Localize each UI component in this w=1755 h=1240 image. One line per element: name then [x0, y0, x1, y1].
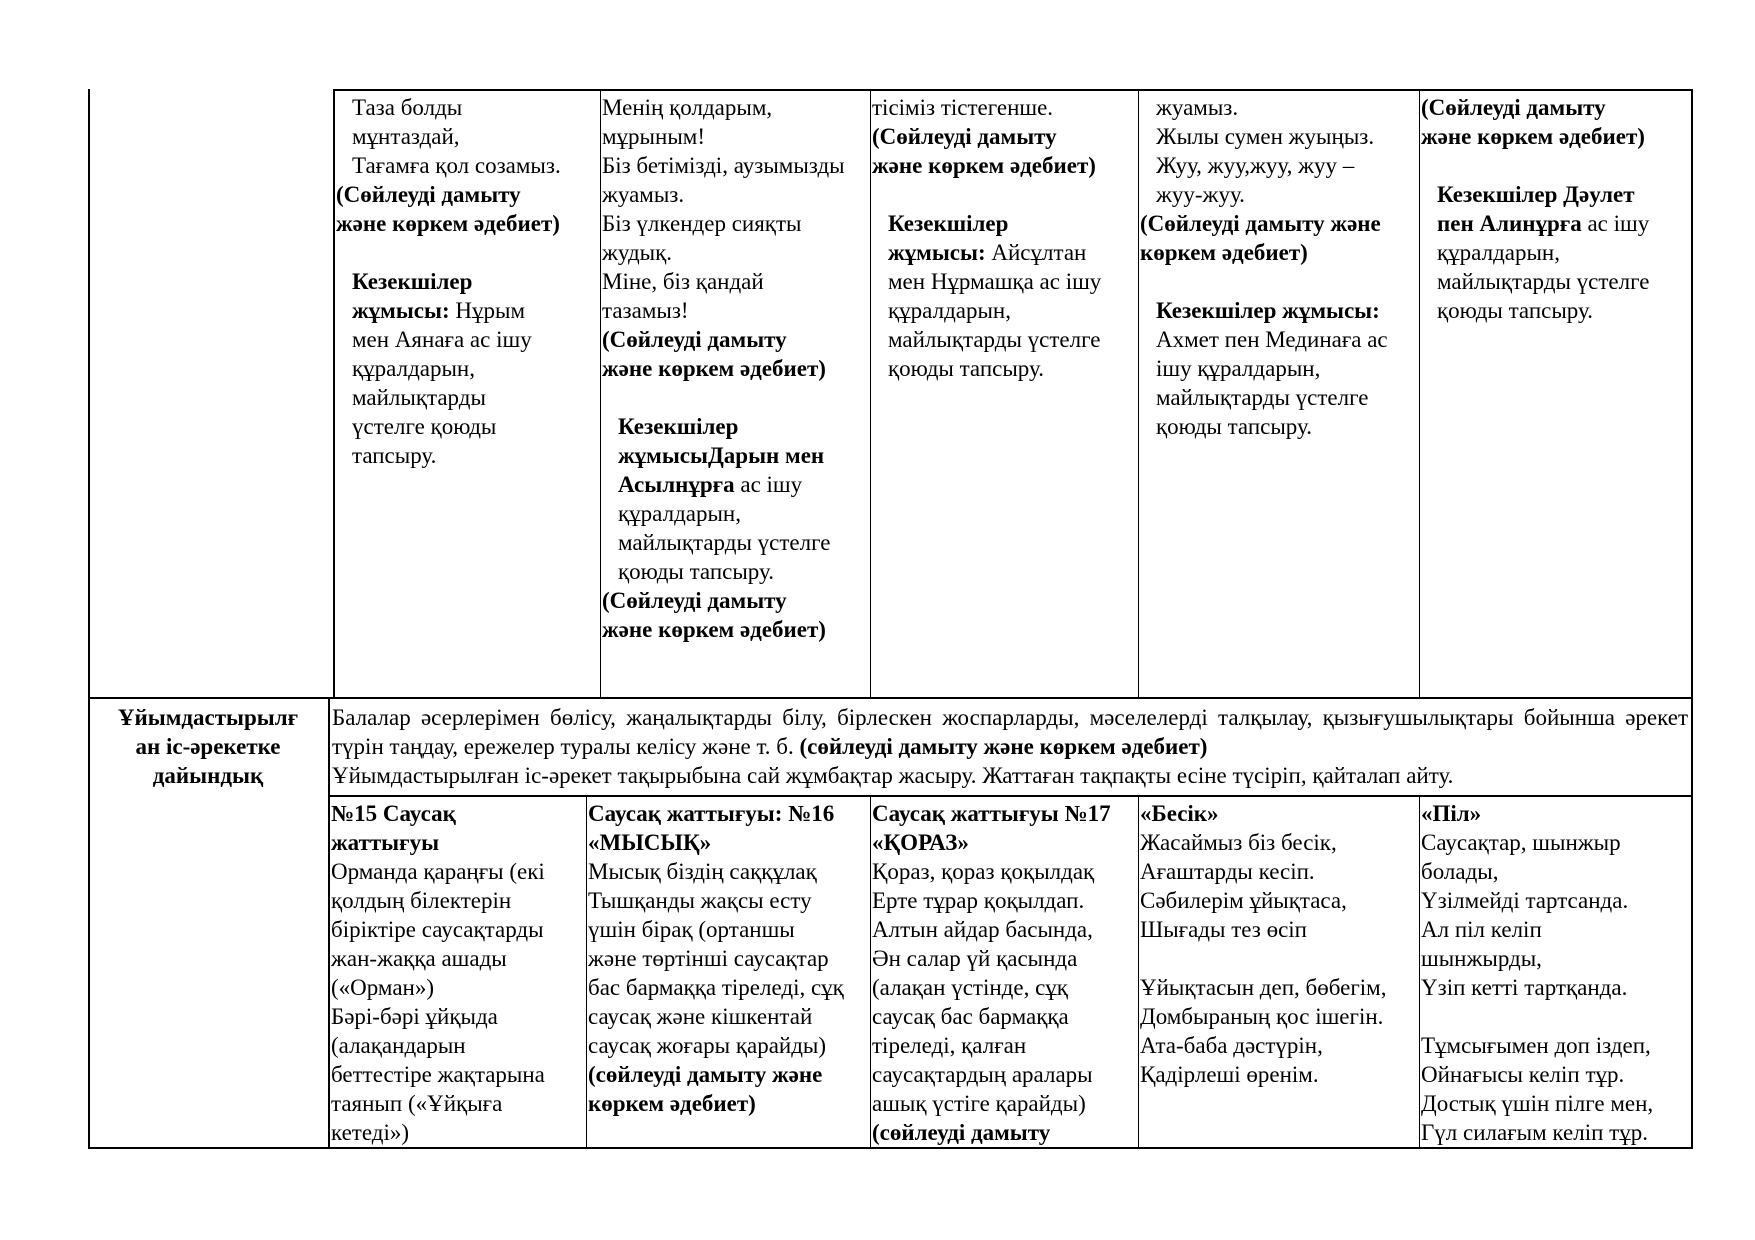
verse-line: Ән салар үй қасында [872, 946, 1078, 971]
verse-line: Жасаймыз біз бесік, [1140, 830, 1337, 855]
cell-line [602, 296, 868, 325]
line-text: Жуу, жуу,жуу, жуу – [1156, 153, 1355, 178]
label-line: дайындық [152, 763, 264, 788]
bold-text: (Сөйлеуді дамыту [336, 182, 521, 207]
line-text: тапсыру. [352, 443, 437, 468]
line-text: Біз бетімізді, аузымызды [602, 153, 845, 178]
subject-note: (сөйлеуді дамыту [872, 1120, 1051, 1145]
verse-line: (алақандарын [331, 1033, 466, 1058]
finger-game-title: «МЫСЫҚ» [588, 830, 712, 855]
grid-line [1138, 795, 1139, 1148]
subject-note: (сөйлеуді дамыту және [588, 1062, 823, 1087]
cell-line [336, 122, 598, 151]
cell-line [1140, 209, 1417, 238]
cell-line [602, 615, 868, 644]
cell-line [872, 180, 1136, 209]
bold-text: жұмысы: [352, 298, 450, 323]
verse-line: Ал піл келіп [1421, 917, 1542, 942]
cell-line [1421, 180, 1689, 209]
line-text: Тағамға қол созамыз. [352, 153, 561, 178]
cell-line [1140, 412, 1417, 441]
cell-line [336, 267, 598, 296]
verse-line: Гүл силағым келіп тұр. [1421, 1120, 1648, 1145]
verse-line: бас бармаққа тіреледі, сұқ [588, 975, 844, 1000]
cell-line [872, 325, 1136, 354]
cell-line [1140, 325, 1417, 354]
cell-line [336, 325, 598, 354]
line-text: жуамыз. [602, 182, 685, 207]
bold-text: (Сөйлеуді дамыту [602, 588, 787, 613]
bold-text: (Сөйлеуді дамыту [602, 327, 787, 352]
cell-line [1421, 238, 1689, 267]
cell-line [1140, 296, 1417, 325]
bold-text: және көркем әдебиет) [1421, 124, 1645, 149]
line-text: қоюды тапсыру. [888, 356, 1044, 381]
cell-line [872, 267, 1136, 296]
cell-line [336, 151, 598, 180]
cell-line [872, 122, 1136, 151]
grid-line [1419, 795, 1420, 1148]
finger-game-besik [1140, 799, 1417, 1089]
verse-line: қолдың білектерін [331, 888, 512, 913]
bold-text: Кезекшілер жұмысы: [1156, 298, 1380, 323]
verse-line: Бәрі-бәрі ұйқыда [331, 1004, 498, 1029]
cell-line [336, 412, 598, 441]
line-text: құралдарын, [618, 501, 741, 526]
bold-text: Кезекшілер [618, 414, 739, 439]
cell-line [1421, 209, 1689, 238]
line-text: Біз үлкендер сияқты [602, 211, 802, 236]
grid-line [870, 89, 871, 698]
verse-line: саусақ және кішкентай [588, 1004, 813, 1029]
verse-line: Қадірлеші өренім. [1140, 1062, 1319, 1087]
cell-line [602, 151, 868, 180]
cell-line [336, 238, 598, 267]
finger-game-title: Саусақ жаттығуы №17 [872, 801, 1111, 826]
verse-line: жан-жаққа ашады [331, 946, 507, 971]
line-text: тісіміз тістегенше. [872, 95, 1054, 120]
cell-line [602, 325, 868, 354]
cell-line [1140, 151, 1417, 180]
cell-line [602, 412, 868, 441]
line-text: Ахмет пен Мединаға ас [1156, 327, 1388, 352]
grid-line [600, 89, 601, 698]
cell-line [336, 354, 598, 383]
finger-game-16 [588, 799, 869, 1118]
verse-line: тіреледі, қалған [872, 1033, 1027, 1058]
label-line: ан іс-әрекетке [135, 734, 281, 759]
verse-line: үшін бірақ (ортаншы [588, 917, 795, 942]
cell-line [1140, 238, 1417, 267]
verse-line: болады, [1421, 859, 1499, 884]
cell-line [1140, 93, 1417, 122]
bold-text: Асылнұрға [618, 472, 735, 497]
cell-line [602, 499, 868, 528]
verse-line: Тұмсығымен доп іздеп, [1421, 1033, 1651, 1058]
verse-line: біріктіре саусақтарды [331, 917, 544, 942]
verse-line: Қораз, қораз қоқылдақ [872, 859, 1095, 884]
line-text: майлықтарды [352, 385, 486, 410]
cell-line [1421, 267, 1689, 296]
cell-line [602, 441, 868, 470]
line-text: жуу-жуу. [1156, 182, 1245, 207]
verse-line: саусақтардың аралары [872, 1062, 1093, 1087]
bold-text: және көркем әдебиет) [336, 211, 560, 236]
grid-line [328, 697, 330, 1149]
line-text: құралдарын, [1437, 240, 1560, 265]
cell-line [336, 296, 598, 325]
cell-line [602, 122, 868, 151]
line-text: құралдарын, [352, 356, 475, 381]
cell-line [872, 238, 1136, 267]
verse-line: және төртінші саусақтар [588, 946, 829, 971]
verse-line: кетеді») [331, 1120, 410, 1145]
bold-text: (Сөйлеуді дамыту [1421, 95, 1606, 120]
bold-text: (Сөйлеуді дамыту және [1140, 211, 1381, 236]
cell-line [872, 151, 1136, 180]
line-text: майлықтарды үстелге [888, 327, 1101, 352]
line-text: жудық. [602, 240, 673, 265]
prep-paragraph-2: Ұйымдастырылған іс-әрекет тақырыбына сай жұмбақтар жасыру. Жаттаған тақпақты есіне түсіріп, қайталап айту. [332, 763, 1454, 788]
line-text: Жылы сумен жуыңыз. [1156, 124, 1375, 149]
verse-line: Үзіп кетті тартқанда. [1421, 975, 1628, 1000]
finger-game-title: «Бесік» [1140, 801, 1219, 826]
cell-line [336, 209, 598, 238]
verse-line: шынжырды, [1421, 946, 1542, 971]
grid-line [333, 89, 1693, 91]
line-text: майлықтарды үстелге [1437, 269, 1650, 294]
cell-line [1140, 122, 1417, 151]
cell-line [1421, 296, 1689, 325]
activity-cell-5 [1421, 93, 1689, 325]
verse-line: Алтын айдар басында, [872, 917, 1093, 942]
line-text: тазамыз! [602, 298, 689, 323]
finger-game-title: «ҚОРАЗ» [872, 830, 969, 855]
finger-game-pil [1421, 799, 1689, 1147]
line-text: майлықтарды үстелге [618, 530, 831, 555]
cell-line [1140, 180, 1417, 209]
grid-line [1691, 89, 1693, 1149]
grid-line [1419, 89, 1420, 698]
cell-line [602, 557, 868, 586]
line-text: қоюды тапсыру. [1437, 298, 1593, 323]
cell-line [602, 354, 868, 383]
cell-line [1140, 354, 1417, 383]
verse-line: Достық үшін пілге мен, [1421, 1091, 1654, 1116]
bold-text: пен Алинұрға [1437, 211, 1582, 236]
verse-line: Тышқанды жақсы есту [588, 888, 812, 913]
verse-line: Ағаштарды кесіп. [1140, 859, 1315, 884]
finger-game-title: Саусақ жаттығуы: №16 [588, 801, 835, 826]
line-text: мен Нұрмашқа ас ішу [888, 269, 1102, 294]
line-text: ас ішу [1581, 211, 1650, 236]
verse-line: саусақ жоғары қарайды) [588, 1033, 827, 1058]
cell-line [1421, 151, 1689, 180]
bold-text: Кезекшілер [888, 211, 1009, 236]
verse-line: Сәбилерім ұйықтаса, [1140, 888, 1347, 913]
finger-game-title: жаттығуы [331, 830, 440, 855]
line-text: мұрыным! [602, 124, 705, 149]
label-line: Ұйымдастырылғ [117, 705, 299, 730]
prep-paragraph-1 [332, 703, 1688, 761]
verse-line: Шығады тез өсіп [1140, 917, 1307, 942]
line-text: майлықтарды үстелге [1156, 385, 1369, 410]
bold-text: жұмысы: [888, 240, 986, 265]
bold-text: және көркем әдебиет) [602, 356, 826, 381]
line-text: Нұрым [449, 298, 526, 323]
line-text: Айсұлтан [985, 240, 1087, 265]
cell-line [872, 296, 1136, 325]
bold-text: жұмысыДарын мен [618, 443, 825, 468]
verse-line: Ата-баба дәстүрін, [1140, 1033, 1323, 1058]
activity-cell-3 [872, 93, 1136, 383]
cell-line [336, 93, 598, 122]
cell-line [1421, 122, 1689, 151]
line-text: мұнтаздай, [352, 124, 460, 149]
bold-text: (Сөйлеуді дамыту [872, 124, 1057, 149]
verse-line: Домбыраның қос ішегін. [1140, 1004, 1384, 1029]
cell-line [602, 586, 868, 615]
verse-line: Ойнағысы келіп тұр. [1421, 1062, 1625, 1087]
line-text: мен Аянаға ас ішу [352, 327, 532, 352]
grid-line [1138, 89, 1139, 698]
line-text: Таза болды [352, 95, 463, 120]
verse-line [1140, 944, 1417, 973]
verse-line: Саусақтар, шынжыр [1421, 830, 1621, 855]
subject-note: көркем әдебиет) [588, 1091, 756, 1116]
line-text: Міне, біз қандай [602, 269, 764, 294]
prep-section-text [332, 703, 1688, 790]
verse-line: беттестіре жақтарына [331, 1062, 545, 1087]
line-text: үстелге қоюды [352, 414, 497, 439]
verse-line: («Орман») [331, 975, 434, 1000]
prep-section-label [92, 703, 324, 790]
cell-line [1421, 93, 1689, 122]
bold-text: Кезекшілер Дәулет [1437, 182, 1635, 207]
finger-game-title: №15 Саусақ [331, 801, 456, 826]
prep-paragraph-1-main: Балалар әсерлерімен бөлісу, жаңалықтарды білу, бірлескен жоспарларды, мәселелерді талқылау, қызығушылықтары бойынша әрекет түрін таңдау, ережелер туралы келісу және т. б. [332, 705, 1688, 759]
grid-line [333, 89, 335, 698]
verse-line: ашық үстіге қарайды) [872, 1091, 1086, 1116]
activity-cell-4 [1140, 93, 1417, 441]
verse-line: (алақан үстінде, сұқ [872, 975, 1068, 1000]
cell-line [602, 238, 868, 267]
line-text: құралдарын, [888, 298, 1011, 323]
bold-text: көркем әдебиет) [1140, 240, 1308, 265]
activity-cell-1 [336, 93, 598, 470]
cell-line [602, 470, 868, 499]
verse-line: Ерте тұрар қоқылдап. [872, 888, 1085, 913]
activity-cell-2 [602, 93, 868, 644]
cell-line [1140, 267, 1417, 296]
finger-game-title: «Піл» [1421, 801, 1482, 826]
cell-line [602, 180, 868, 209]
verse-line: Ұйықтасын деп, бөбегім, [1140, 975, 1387, 1000]
bold-text: және көркем әдебиет) [602, 617, 826, 642]
verse-line [1421, 1002, 1689, 1031]
grid-line [870, 795, 871, 1148]
cell-line [872, 93, 1136, 122]
line-text: ішу құралдарын, [1156, 356, 1321, 381]
cell-line [602, 383, 868, 412]
cell-line [336, 180, 598, 209]
cell-line [336, 383, 598, 412]
bold-text: және көркем әдебиет) [872, 153, 1096, 178]
verse-line: Үзілмейді тартсанда. [1421, 888, 1629, 913]
line-text: Менің қолдарым, [602, 95, 773, 120]
verse-line: саусақ бас бармаққа [872, 1004, 1069, 1029]
line-text: қоюды тапсыру. [618, 559, 774, 584]
finger-game-17 [872, 799, 1136, 1147]
line-text: жуамыз. [1156, 95, 1239, 120]
cell-line [872, 209, 1136, 238]
cell-line [1140, 383, 1417, 412]
line-text: ас ішу [734, 472, 803, 497]
cell-line [872, 354, 1136, 383]
cell-line [602, 528, 868, 557]
grid-line [586, 795, 587, 1148]
cell-line [602, 267, 868, 296]
verse-line: Орманда қараңғы (екі [331, 859, 545, 884]
finger-game-15 [331, 799, 584, 1147]
cell-line [602, 93, 868, 122]
verse-line: таянып («Ұйқыға [331, 1091, 503, 1116]
prep-paragraph-1-subject: (сөйлеуді дамыту және көркем әдебиет) [793, 734, 1208, 759]
cell-line [336, 441, 598, 470]
grid-line [328, 795, 1693, 797]
cell-line [602, 209, 868, 238]
line-text: қоюды тапсыру. [1156, 414, 1312, 439]
bold-text: Кезекшілер [352, 269, 473, 294]
grid-line [88, 89, 90, 1149]
verse-line: Мысық біздің саққұлақ [588, 859, 817, 884]
